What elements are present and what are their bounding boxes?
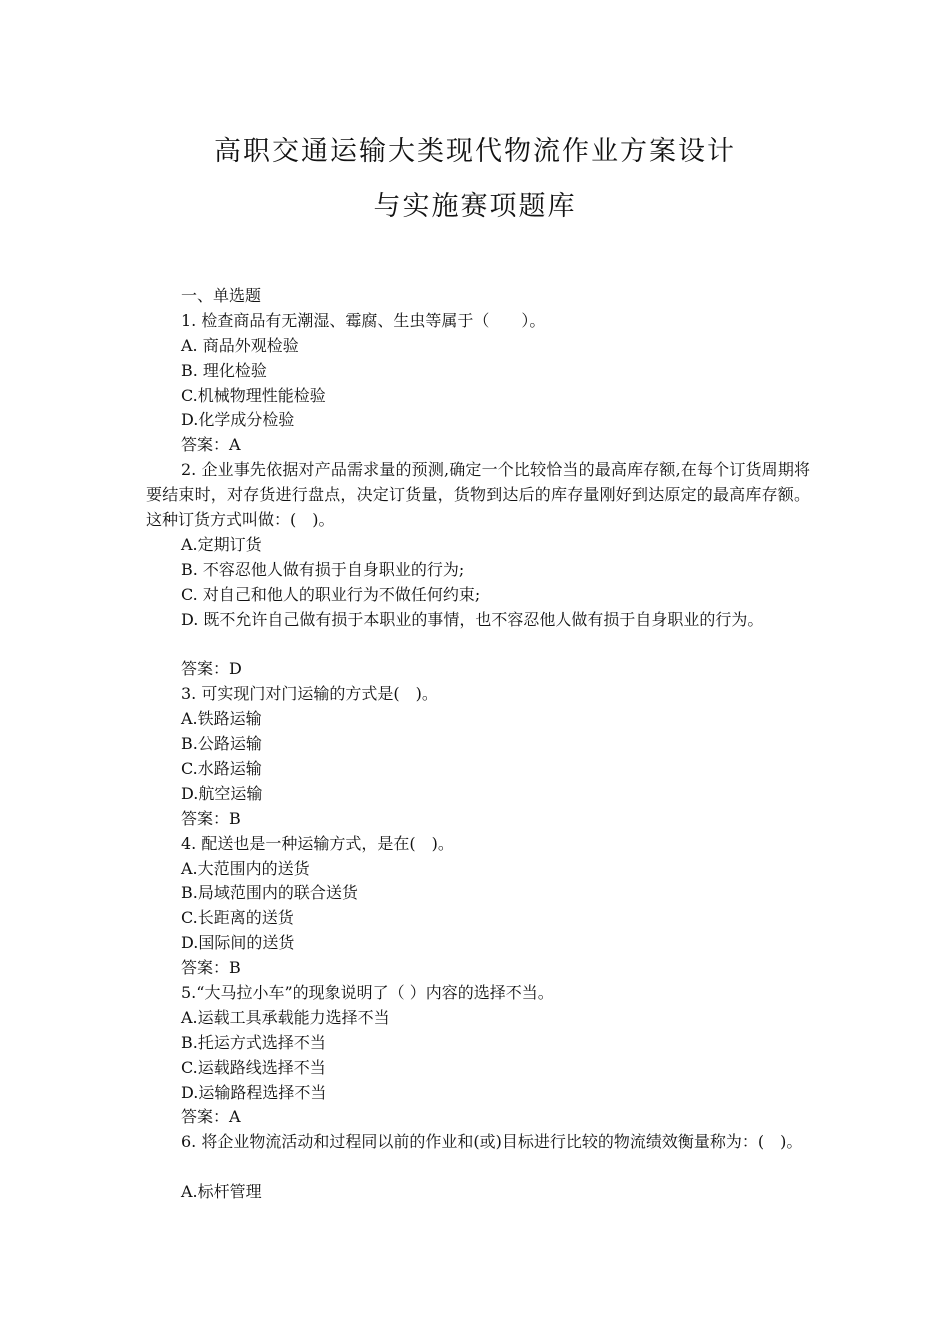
- question-3-option-b: B.公路运输: [181, 734, 262, 754]
- question-5-stem: 5.“大马拉小车”的现象说明了（ ）内容的选择不当。: [181, 982, 554, 1002]
- question-5-answer: 答案：A: [181, 1107, 241, 1127]
- question-4-option-c: C.长距离的送货: [181, 908, 294, 928]
- question-2-answer: 答案：D: [181, 659, 242, 679]
- question-1-option-a: A. 商品外观检验: [181, 335, 299, 355]
- question-5-option-b: B.托运方式选择不当: [181, 1032, 326, 1052]
- question-5-option-a: A.运载工具承载能力选择不当: [181, 1007, 390, 1027]
- question-3-option-d: D.航空运输: [181, 783, 263, 803]
- question-1-answer: 答案：A: [181, 435, 241, 455]
- question-3-option-a: A.铁路运输: [181, 709, 262, 729]
- question-4-answer: 答案：B: [181, 958, 241, 978]
- question-2-option-c: C. 对自己和他人的职业行为不做任何约束;: [181, 584, 481, 604]
- question-2-stem: 2. 企业事先依据对产品需求量的预测,确定一个比较恰当的最高库存额,在每个订货周期将要结束时，对存货进行盘点，决定订货量，货物到达后的库存量刚好到达原定的最高库存额。这种订货方式叫做：( )。: [146, 460, 810, 530]
- question-5-option-d: D.运输路程选择不当: [181, 1082, 327, 1102]
- question-3-answer: 答案：B: [181, 808, 241, 828]
- section-heading: 一、单选题: [181, 286, 262, 305]
- question-5-option-c: C.运载路线选择不当: [181, 1057, 326, 1077]
- question-2-option-d: D. 既不允许自己做有损于本职业的事情，也不容忍他人做有损于自身职业的行为。: [181, 609, 764, 629]
- document-title-line-1: 高职交通运输大类现代物流作业方案设计: [214, 136, 736, 167]
- question-4-option-d: D.国际间的送货: [181, 933, 295, 953]
- question-1-option-d: D.化学成分检验: [181, 410, 295, 430]
- question-1-option-c: C.机械物理性能检验: [181, 385, 326, 405]
- question-1-option-b: B. 理化检验: [181, 360, 267, 380]
- document-title-line-2: 与实施赛项题库: [373, 191, 577, 222]
- question-3-stem: 3. 可实现门对门运输的方式是( )。: [181, 684, 438, 704]
- question-4-stem: 4. 配送也是一种运输方式，是在( )。: [181, 833, 454, 853]
- question-bank-body: [146, 284, 810, 1205]
- question-6-stem: 6. 将企业物流活动和过程同以前的作业和(或)目标进行比较的物流绩效衡量称为：( )。: [181, 1132, 803, 1152]
- question-2-option-a: A.定期订货: [181, 534, 262, 554]
- question-3-option-c: C.水路运输: [181, 758, 262, 778]
- question-1-stem: 1. 检查商品有无潮湿、霉腐、生虫等属于（ ）。: [181, 310, 546, 330]
- question-6-option-a: A.标杆管理: [181, 1182, 262, 1202]
- question-2-option-b: B. 不容忍他人做有损于自身职业的行为;: [181, 559, 465, 579]
- question-4-option-a: A.大范围内的送货: [181, 858, 310, 878]
- question-4-option-b: B.局域范围内的联合送货: [181, 883, 358, 903]
